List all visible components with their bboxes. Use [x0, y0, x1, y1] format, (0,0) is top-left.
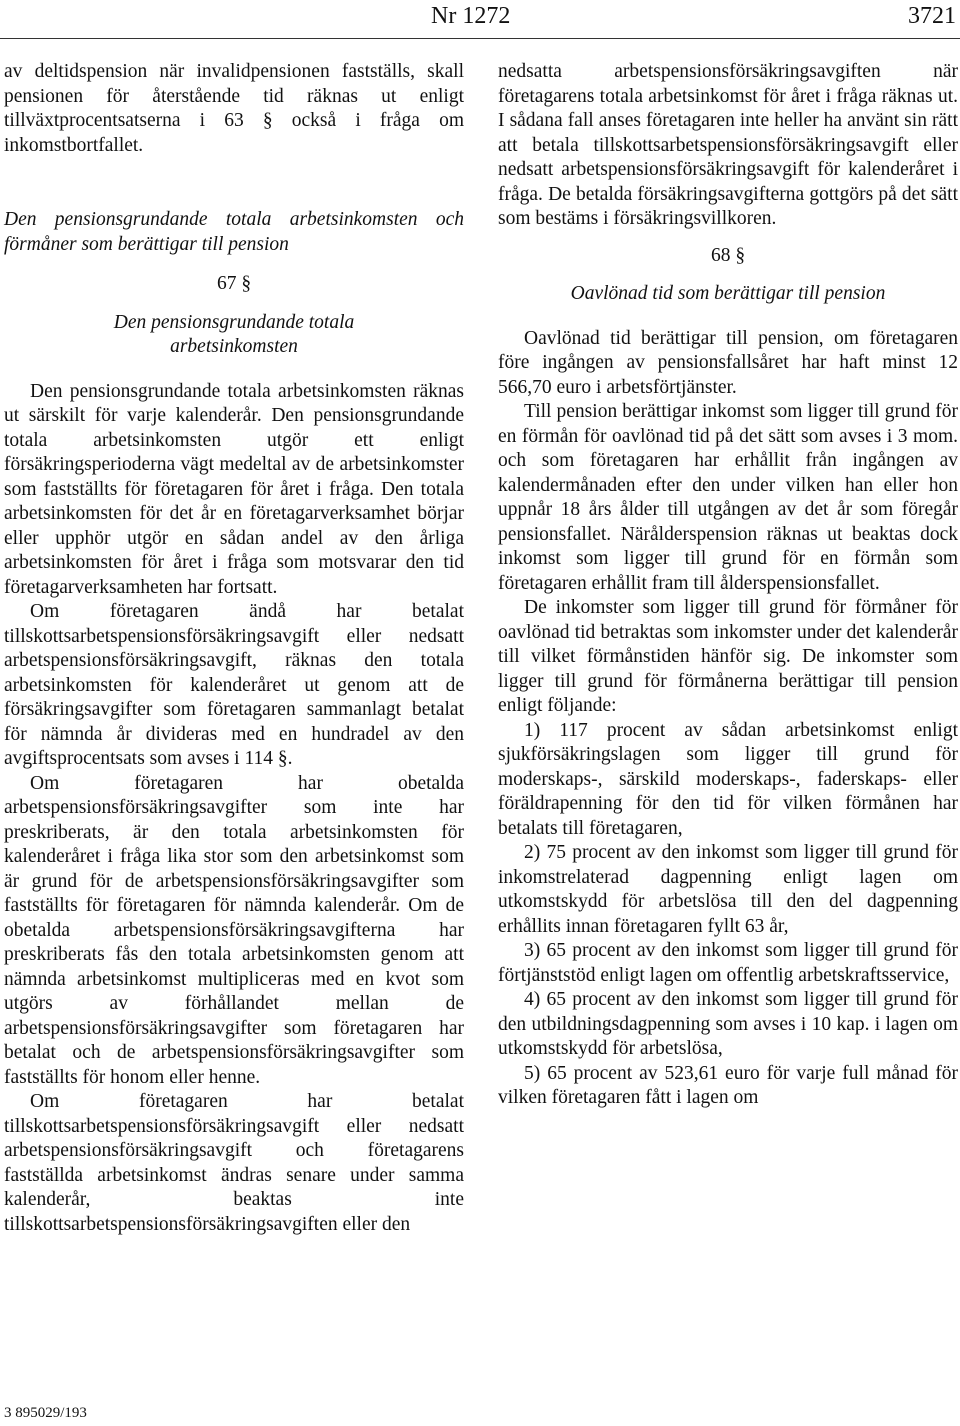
list-item: 2) 75 procent av den inkomst som ligger till grund för inkomstrelaterad dagpenning enligt lagen om utkomstskydd för arbetslösa till den del dagpenning erhållits innan företagaren fyllt 63 år, [498, 842, 958, 937]
paragraph: nedsatta arbetspensionsförsäkringsavgiften när företagarens totala arbetsinkomst för året i fråga räknas ut. I sådana fall anses företagaren inte heller ha använt sin rätt att betala tillskottsarbetspensionsförsäkringsavgift eller nedsatt arbetspensionsförsäkringsavgift för kalenderåret i fråga. De betalda försäkringsavgifterna gottgörs på det sätt som bestäms i försäkringsvillkoren. [498, 61, 958, 229]
header-rule [0, 38, 960, 39]
paragraph: av deltidspension när invalidpensionen fastställs, skall pensionen för återstående tid räknas ut enligt tillväxtprocentsatserna i 63 § också i fråga om inkomstbortfallet. [4, 61, 464, 156]
paragraph: Om företagaren har obetalda arbetspensionsförsäkringsavgifter som inte har preskriberats, är den totala arbetsinkomsten för kalenderåret i fråga lika stor som den arbetsinkomst som är grund för de arbetspensionsförsäkringsavgifter som fastställts för företagaren för nämnda kalenderår. Om de obetalda arbetspensionsförsäkringsavgifterna har preskriberats fås den totala arbetsinkomsten genom att nämnda arbetsinkomst multipliceras med en kvot som utgörs av förhållandet mellan de arbetspensionsförsäkringsavgifter som företagaren har betalat och de arbetspensionsförsäkringsavgifter som fastställts för honom eller henne. [4, 772, 464, 1088]
section-heading: Oavlönad tid som berättigar till pension [570, 283, 886, 304]
paragraph: Till pension berättigar inkomst som ligger till grund för en förmån för oavlönad tid på det sätt som avses i 3 mom. och som företagaren har erhållit från ingången av kalendermånaden efter den under vilken han eller hon uppnår 18 års ålder till utgången av det år som föregår pensionsfallet. Närålderspension räknas ut beaktas dock inkomst som ligger till grund för en förmån som företagaren erhållit fram till ålderspensionsfallet. [498, 401, 958, 594]
right-column [498, 60, 958, 1111]
section-number: 67 § [216, 273, 252, 294]
paragraph: Om företagaren ändå har betalat tillskottsarbetspensionsförsäkringsavgift eller nedsatt arbetspensionsförsäkringsavgift, räknas den totala arbetsinkomsten för kalenderåret ut genom att de försäkringsavgifter som företagaren sammanlagt betalat för nämnda år divideras med en hundradel av den avgiftsprocentsats som avses i 114 §. [4, 601, 464, 769]
list-item: 3) 65 procent av den inkomst som ligger till grund för förtjänststöd enligt lagen om offentlig arbetskraftsservice, [498, 940, 958, 986]
paragraph: Om företagaren har betalat tillskottsarbetspensionsförsäkringsavgift eller nedsatt arbetspensionsförsäkringsavgift och företagarens fastställda arbetsinkomst ändras senare under samma kalenderår, beaktas inte tillskottsarbetspensionsförsäkringsavgiften eller den [4, 1091, 464, 1235]
section-number: 68 § [710, 244, 746, 266]
document-number: Nr 1272 [431, 3, 511, 29]
paragraph: Oavlönad tid berättigar till pension, om företagaren före ingången av pensionsfallsåret har haft minst 12 566,70 euro i arbetsförtjänster. [498, 327, 958, 398]
page-number: 3721 [908, 3, 956, 29]
section-heading: Den pensionsgrundande totala arbetsinkomsten [113, 311, 355, 357]
paragraph: De inkomster som ligger till grund för förmåner för oavlönad tid betraktas som inkomster under det kalenderår till vilket förmånstiden hänför sig. De inkomster som ligger till grund för förmånerna berättigar till pension enligt följande: [498, 597, 958, 716]
list-item: 5) 65 procent av 523,61 euro för varje full månad för vilken företagaren fått i lagen om [498, 1062, 958, 1108]
left-column [4, 60, 464, 1237]
chapter-heading: Den pensionsgrundande totala arbetsinkomsten och förmåner som berättigar till pension [4, 209, 464, 255]
paragraph: Den pensionsgrundande totala arbetsinkomsten räknas ut särskilt för varje kalenderår. Den pensionsgrundande totala arbetsinkomsten utgör ett enligt försäkringsperioderna vägt medeltal av de arbetsinkomster som fastställts för företagaren för året i fråga. Den totala arbetsinkomsten för det år en företagarverksamhet börjar eller upphör utgör en sådan andel av den årliga arbetsinkomsten för året i fråga som motsvarar den tid företagarverksamheten har fortsatt. [4, 380, 464, 598]
list-item: 1) 117 procent av sådan arbetsinkomst enligt sjukförsäkringslagen som ligger till grund för moderskaps-, särskild moderskaps-, faderskaps- eller föräldrapenning för den tid för vilken förmånen har betalats till företagaren, [498, 719, 958, 839]
page-header [0, 0, 960, 40]
list-item: 4) 65 procent av den inkomst som ligger till grund för den utbildningsdagpenning som avses i 10 kap. i lagen om utkomstskydd för arbetslösa, [498, 989, 958, 1059]
page-footer: 3 895029/193 [4, 1405, 87, 1421]
